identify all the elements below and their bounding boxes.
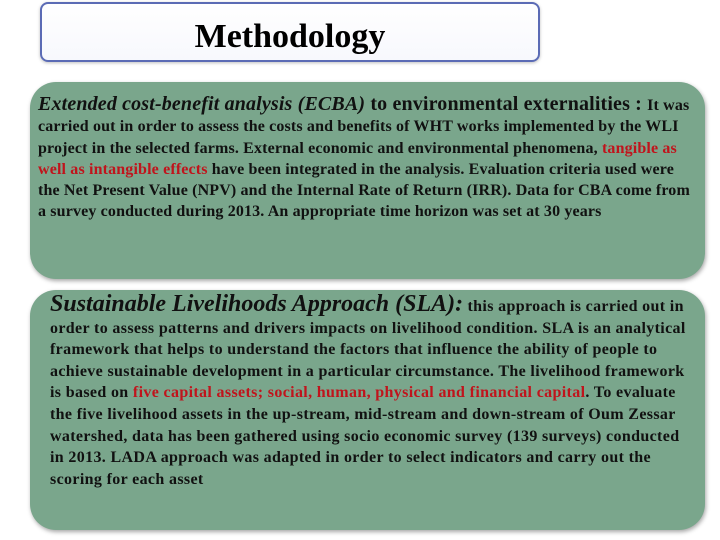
sla-text-2: . To evaluate the five livelihood assets in the up-stream, mid-stream and down-stream of Oum Zessar watershed, data has been gathered using socio economic survey (139 surveys) conducted in 2013. LADA approach was adapted in order to select indicators and carry out the scoring for each asset xyxy=(50,384,680,488)
ecba-text-1: It was carried out in order to assess the costs and benefits of WHT works implemented by the WLI project in the selected farms. External economic and environmental phenomena, xyxy=(38,97,690,157)
page-title: Methodology xyxy=(194,18,386,55)
ecba-paragraph xyxy=(38,92,691,223)
ecba-text-2: have been integrated in the analysis. Evaluation criteria used were the Net Present Value (NPV) and the Internal Rate of Return (IRR). Data for CBA come from a survey conducted during 2013. An appropriate time horizon was set at 30 years xyxy=(38,160,690,221)
ecba-panel xyxy=(30,82,705,279)
sla-heading: Sustainable Livelihoods Approach (SLA): xyxy=(50,291,464,317)
ecba-heading-italic: Extended cost-benefit analysis (ECBA) xyxy=(38,93,366,115)
ecba-highlight: tangible as well as intangible effects xyxy=(38,139,677,178)
sla-paragraph xyxy=(50,291,691,490)
ecba-heading xyxy=(38,93,647,115)
title-box xyxy=(40,2,540,62)
sla-text-1: this approach is carried out in order to assess patterns and drivers impacts on livelihood condition. SLA is an analytical framework that helps to understand the factors that influence the ability of people to achieve sustainable development in a particular circumstance. The livelihood framework is based on xyxy=(50,298,686,402)
ecba-heading-rest: to environmental externalities : xyxy=(365,93,648,115)
sla-highlight: five capital assets; social, human, physical and financial capital xyxy=(132,384,586,402)
sla-panel xyxy=(30,290,705,530)
